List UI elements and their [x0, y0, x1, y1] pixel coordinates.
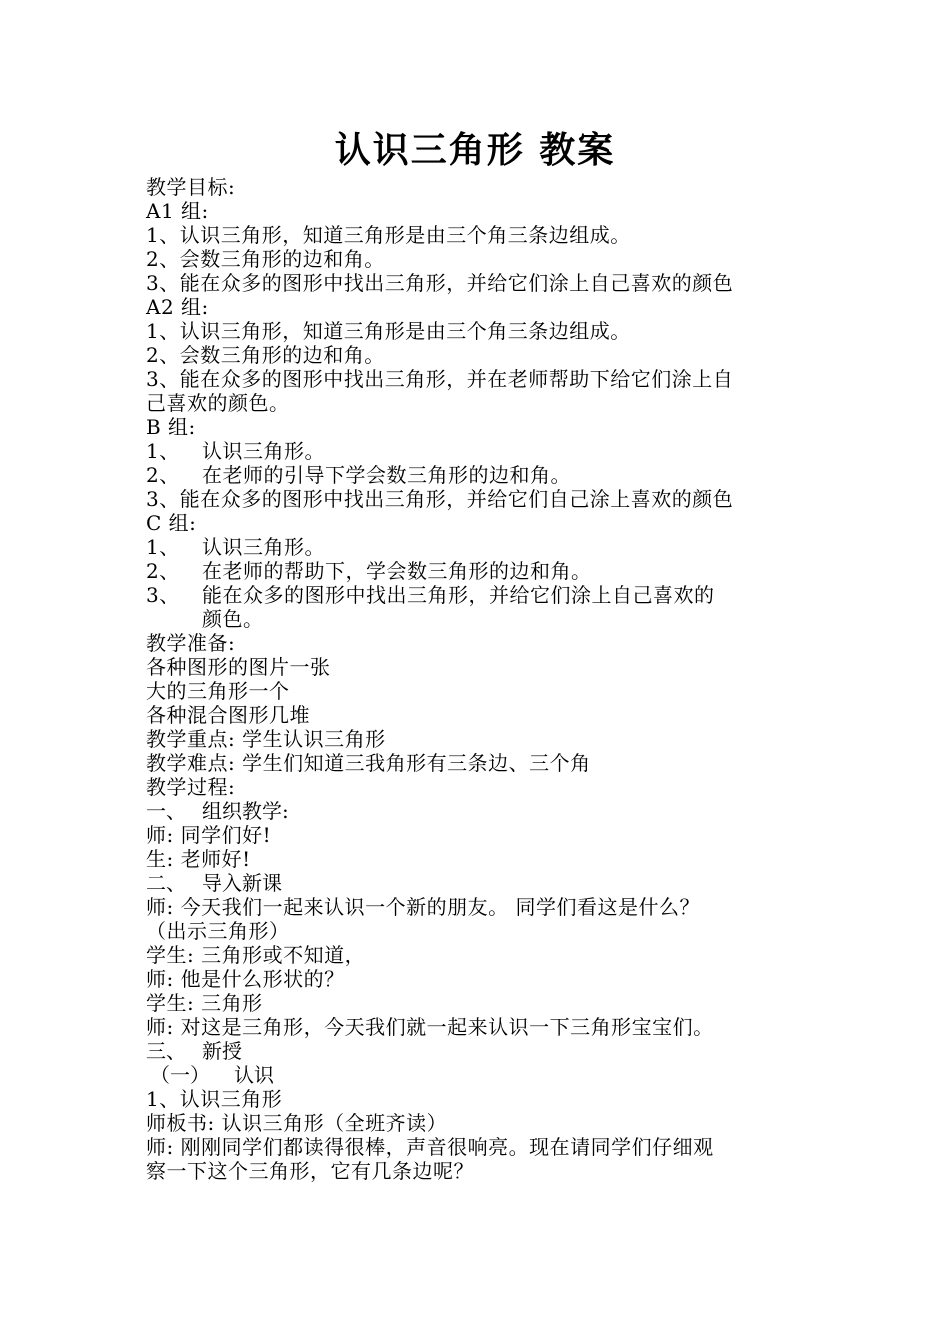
subsection-mark: （一） — [150, 1063, 210, 1087]
key-point: 教学重点: 学生认识三角形 — [146, 727, 386, 751]
dialogue-line: 察一下这个三角形，它有几条边呢？ — [146, 1159, 474, 1183]
group-label-a1: A1 组: — [146, 199, 209, 223]
section-1-mark: 一、 — [146, 799, 186, 823]
c-item-2 — [146, 559, 816, 583]
c-item-1 — [146, 535, 816, 559]
document-title: 认识三角形 教案 — [334, 130, 616, 171]
a2-item-1: 1、认识三角形，知道三角形是由三个角三条边组成。 — [146, 319, 631, 343]
preparation-item-2: 大的三角形一个 — [146, 679, 290, 703]
c-item-3-number: 3、 — [146, 583, 180, 607]
section-1-title: 组织教学: — [202, 799, 289, 823]
section-3-title: 新授 — [202, 1039, 242, 1063]
c-item-1-text: 认识三角形。 — [202, 535, 325, 559]
c-item-3-text: 能在众多的图形中找出三角形，并给它们涂上自己喜欢的 — [202, 583, 715, 607]
subsection-heading — [146, 1063, 816, 1087]
a1-item-2: 2、会数三角形的边和角。 — [146, 247, 385, 271]
section-2-title: 导入新课 — [202, 871, 282, 895]
objectives-heading: 教学目标: — [146, 175, 236, 199]
b-item-2-text: 在老师的引导下学会数三角形的边和角。 — [202, 463, 571, 487]
dialogue-line: 师板书: 认识三角形（全班齐读） — [146, 1111, 448, 1135]
section-1-heading — [146, 799, 816, 823]
a1-item-3: 3、能在众多的图形中找出三角形，并给它们涂上自己喜欢的颜色 — [146, 271, 734, 295]
dialogue-line: 学生: 三角形 — [146, 991, 263, 1015]
c-item-1-number: 1、 — [146, 535, 180, 559]
c-item-2-number: 2、 — [146, 559, 180, 583]
b-item-2 — [146, 463, 816, 487]
dialogue-line: 师: 同学们好! — [146, 823, 272, 847]
b-item-1 — [146, 439, 816, 463]
dialogue-line: （出示三角形） — [146, 919, 290, 943]
subsection-title: 认识 — [234, 1063, 274, 1087]
group-label-c: C 组: — [146, 511, 197, 535]
preparation-heading: 教学准备: — [146, 631, 236, 655]
dialogue-line: 师: 今天我们一起来认识一个新的朋友。 同学们看这是什么？ — [146, 895, 700, 919]
group-label-a2: A2 组: — [146, 295, 209, 319]
a2-item-3-continued: 己喜欢的颜色。 — [146, 391, 290, 415]
preparation-item-3: 各种混合图形几堆 — [146, 703, 310, 727]
c-item-3 — [146, 583, 816, 607]
process-heading: 教学过程: — [146, 775, 236, 799]
b-item-3: 3、能在众多的图形中找出三角形，并给它们自己涂上喜欢的颜色 — [146, 487, 734, 511]
b-item-1-number: 1、 — [146, 439, 180, 463]
c-item-3-continued: 颜色。 — [202, 607, 264, 631]
group-label-b: B 组: — [146, 415, 196, 439]
a2-item-3: 3、能在众多的图形中找出三角形，并在老师帮助下给它们涂上自 — [146, 367, 734, 391]
section-3-heading — [146, 1039, 816, 1063]
b-item-1-text: 认识三角形。 — [202, 439, 325, 463]
c-item-2-text: 在老师的帮助下，学会数三角形的边和角。 — [202, 559, 592, 583]
document-body — [146, 175, 816, 1183]
dialogue-line: 师: 对这是三角形，今天我们就一起来认识一下三角形宝宝们。 — [146, 1015, 714, 1039]
preparation-item-1: 各种图形的图片一张 — [146, 655, 331, 679]
section-2-mark: 二、 — [146, 871, 186, 895]
section-2-heading — [146, 871, 816, 895]
b-item-2-number: 2、 — [146, 463, 180, 487]
dialogue-line: 生: 老师好! — [146, 847, 251, 871]
dialogue-line: 师: 他是什么形状的？ — [146, 967, 345, 991]
a1-item-1: 1、认识三角形，知道三角形是由三个角三条边组成。 — [146, 223, 631, 247]
a2-item-2: 2、会数三角形的边和角。 — [146, 343, 385, 367]
section-3-mark: 三、 — [146, 1039, 186, 1063]
dialogue-line: 学生: 三角形或不知道， — [146, 943, 366, 967]
difficulty: 教学难点: 学生们知道三我角形有三条边、三个角 — [146, 751, 591, 775]
dialogue-line: 师: 刚刚同学们都读得很棒，声音很响亮。现在请同学们仔细观 — [146, 1135, 714, 1159]
dialogue-line: 1、认识三角形 — [146, 1087, 283, 1111]
